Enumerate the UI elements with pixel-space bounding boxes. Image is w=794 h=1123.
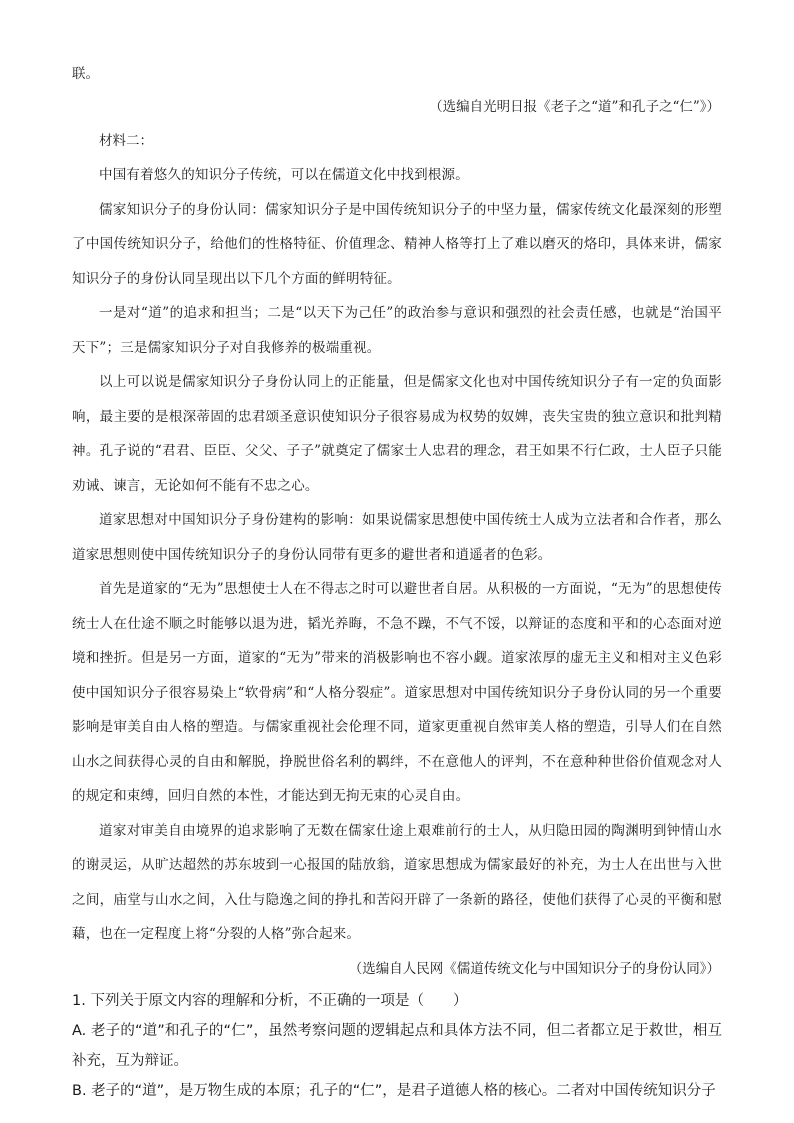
document-page (72, 62, 722, 1106)
paragraph-5: 道家思想对中国知识分子身份建构的影响：如果说儒家思想使中国传统士人成为立法者和合作者，那么道家思想则使中国传统知识分子的身份认同带有更多的避世者和逍遥者的色彩。 (72, 512, 722, 563)
paragraph-7: 道家对审美自由境界的追求影响了无数在儒家仕途上艰难前行的士人，从归隐田园的陶渊明到钟情山水的谢灵运，从旷达超然的苏东坡到一心报国的陆放翁，道家思想成为儒家最好的补充，为士人在出世与入世之间，庙堂与山水之间，入仕与隐逸之间的挣扎和苦闷开辟了一条新的路径，使他们获得了心灵的平衡和慰藉，也在一定程度上将“分裂的人格”弥合起来。 (72, 822, 722, 942)
paragraph-6: 首先是道家的“无为”思想使士人在不得志之时可以避世者自居。从积极的一方面说，“无为”的思想使传统士人在仕途不顺之时能够以退为进，韬光养晦，不急不躁，不气不馁，以辩证的态度和平和的心态面对逆境和挫折。但是另一方面，道家的“无为”带来的消极影响也不容小觑。道家浓厚的虚无主义和相对主义色彩使中国知识分子很容易染上“软骨病”和“人格分裂症”。道家思想对中国传统知识分子身份认同的另一个重要影响是审美自由人格的塑造。与儒家重视社会伦理不同，道家更重视自然审美人格的塑造，引导人们在自然山水之间获得心灵的自由和解脱，挣脱世俗名利的羁绊，不在意他人的评判，不在意种种世俗价值观念对人的规定和束缚，回归自然的本性，才能达到无拘无束的心灵自由。 (72, 581, 722, 804)
source-citation-1: （选编自光明日报《老子之“道”和孔子之“仁”》） (429, 99, 720, 115)
question-1: 1. 下列关于原文内容的理解和分析，不正确的一项是（ ） (72, 992, 468, 1009)
paragraph-2: 儒家知识分子的身份认同：儒家知识分子是中国传统知识分子的中坚力量，儒家传统文化最深刻的形塑了中国传统知识分子，给他们的性格特征、价值理念、精神人格等打上了难以磨灭的烙印，具体来讲，儒家知识分子的身份认同呈现出以下几个方面的鲜明特征。 (72, 201, 722, 287)
source-citation-2: （选编自人民网《儒道传统文化与中国知识分子的身份认同》） (348, 960, 720, 977)
paragraph-1: 中国有着悠久的知识分子传统，可以在儒道文化中找到根源。 (99, 167, 469, 183)
option-a: A. 老子的“道”和孔子的“仁”，虽然考察问题的逻辑起点和具体方法不同，但二者都立足于救世，相互补充，互为辩证。 (72, 1022, 722, 1069)
paragraph-3: 一是对“道”的追求和担当；二是“以天下为己任”的政治参与意识和强烈的社会责任感，也就是“治国平天下”；三是儒家知识分子对自我修养的极端重视。 (72, 305, 722, 356)
top-fragment: 联。 (72, 66, 99, 82)
material-2-heading: 材料二： (99, 133, 153, 149)
paragraph-4: 以上可以说是儒家知识分子身份认同上的正能量，但是儒家文化也对中国传统知识分子有一定的负面影响，最主要的是根深蒂固的忠君颂圣意识使知识分子很容易成为权势的奴婢，丧失宝贵的独立意识和批判精神。孔子说的“君君、臣臣、父父、子子”就奠定了儒家士人忠君的理念，君王如果不行仁政，士人臣子只能劝诫、谏言，无论如何不能有不忠之心。 (72, 374, 722, 494)
option-b: B. 老子的“道”，是万物生成的本原；孔子的“仁”，是君子道德人格的核心。二者对中国传统知识分子 (72, 1082, 716, 1099)
